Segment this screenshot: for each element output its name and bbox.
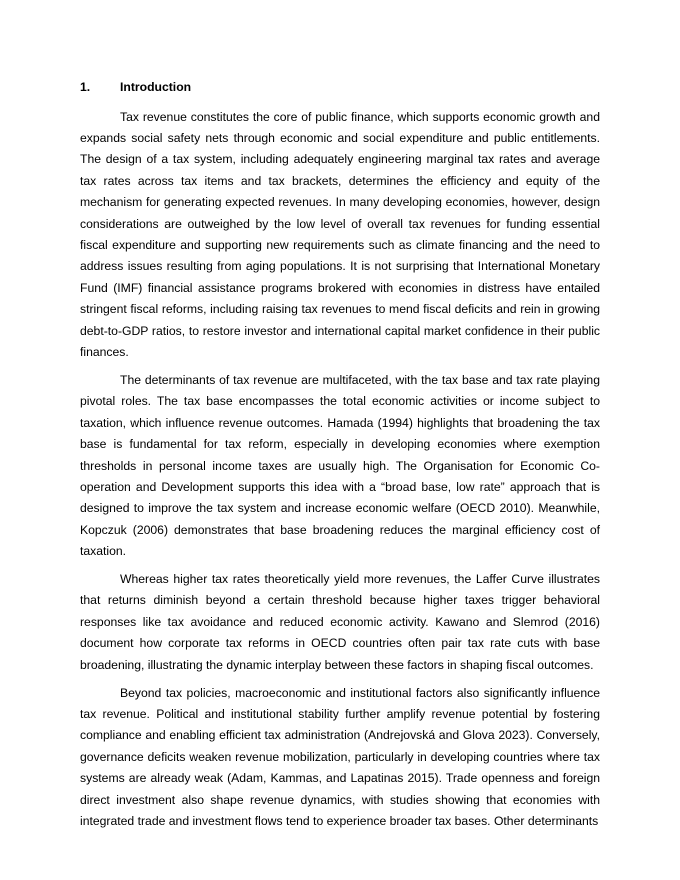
section-number: 1. xyxy=(80,80,91,94)
section-heading xyxy=(80,79,191,95)
body-text xyxy=(80,107,600,839)
section-title: Introduction xyxy=(120,80,192,94)
paragraph-macro-institutional-factors: Beyond tax policies, macroeconomic and institutional factors also significantly influence tax revenue. Political and institutional stability further amplify revenue potential by fostering compliance and enabling efficient tax administration (Andrejovská and Glova 2023). Conversely, governance deficits weaken revenue mobilization, particularly in developing countries where tax systems are already weak (Adam, Kammas, and Lapatinas 2015). Trade openness and foreign direct investment also shape revenue dynamics, with studies showing that economies with integrated trade and investment flows tend to experience broader tax bases. Other determinants xyxy=(80,685,600,828)
paragraph-laffer-curve: Whereas higher tax rates theoretically yield more revenues, the Laffer Curve illustrates that returns diminish beyond a certain threshold because higher taxes trigger behavioral responses like tax avoidance and reduced economic activity. Kawano and Slemrod (2016) document how corporate tax reforms in OECD countries often pair tax rate cuts with base broadening, illustrating the dynamic interplay between these factors in shaping fiscal outcomes. xyxy=(80,572,600,672)
paragraph-tax-revenue-public-finance: Tax revenue constitutes the core of public finance, which supports economic growth and expands social safety nets through economic and social expenditure and public entitlements. The design of a tax system, including adequately engineering marginal tax rates and average tax rates across tax items and tax brackets, determines the efficiency and equity of the mechanism for generating expected revenues. In many developing economies, however, design considerations are outweighed by the low level of overall tax revenues for funding essential fiscal expenditure and supporting new requirements such as climate financing and the need to address issues resulting from aging populations. It is not surprising that International Monetary Fund (IMF) financial assistance programs brokered with economies in distress have entailed stringent fiscal reforms, including raising tax revenues to mend fiscal deficits and rein in growing debt-to-GDP ratios, to restore investor and international capital market confidence in their public finances. xyxy=(80,109,600,359)
paragraph-determinants-tax-base: The determinants of tax revenue are multifaceted, with the tax base and tax rate playing pivotal roles. The tax base encompasses the total economic activities or income subject to taxation, which influence revenue outcomes. Hamada (1994) highlights that broadening the tax base is fundamental for tax reform, especially in developing economies where exemption thresholds in personal income taxes are usually high. The Organisation for Economic Co-operation and Development supports this idea with a “broad base, low rate” approach that is designed to improve the tax system and increase economic welfare (OECD 2010). Meanwhile, Kopczuk (2006) demonstrates that base broadening reduces the marginal efficiency cost of taxation. xyxy=(80,372,600,559)
